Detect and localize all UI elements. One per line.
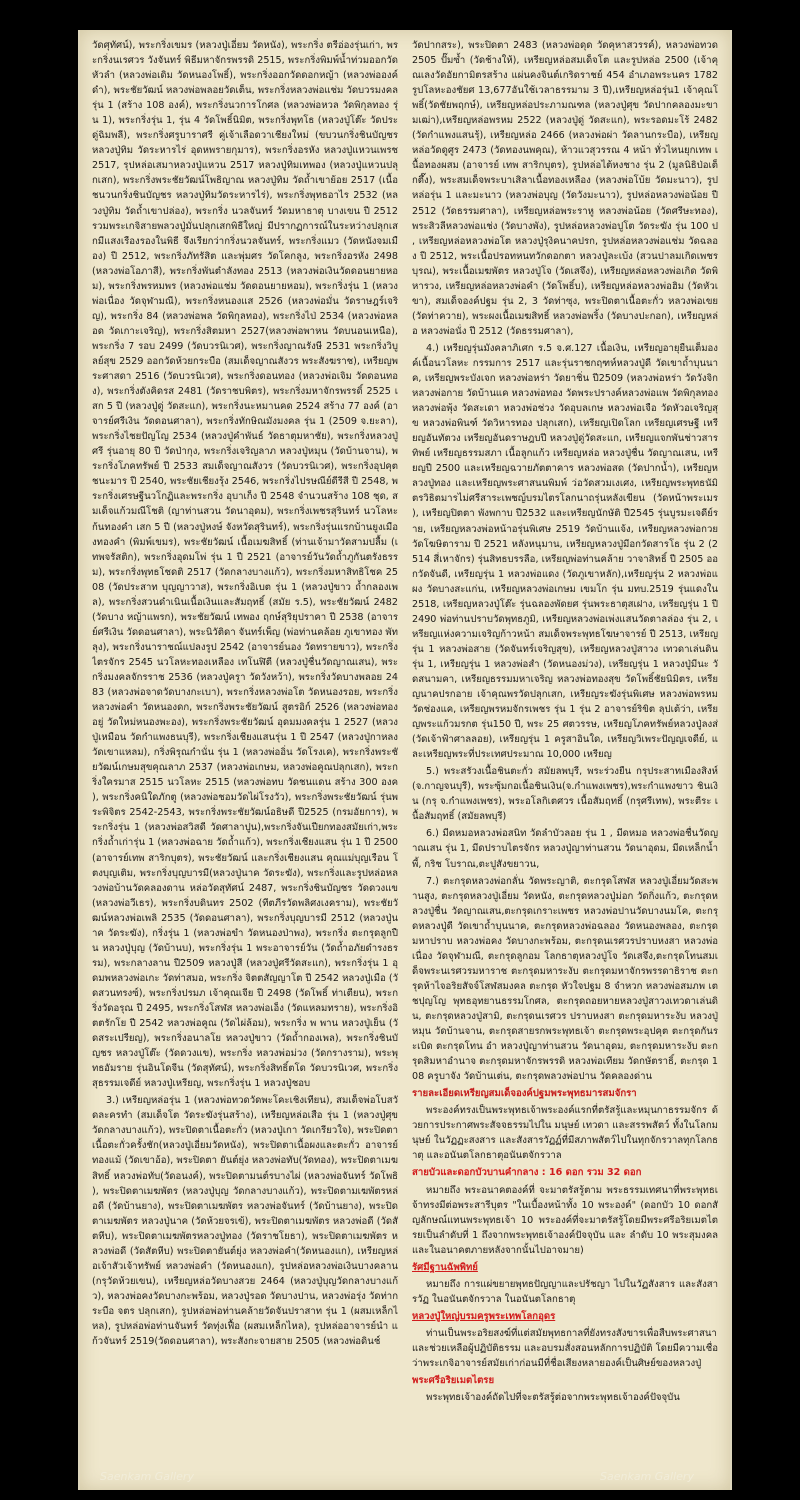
right-paragraph-1: วัดปากสระ), พระปิดตา 2483 (หลวงพ่อดุด วัดคุหาสวรรค์), หลวงพ่อทวด 2505 ปั๊มซ้ำ (วัดช้างให้), เหรียญหล่อสมเด็จโต และรูปหล่อ 2500 (เจ้าคุณเลงวัดอัยกามิตรสร้าง แผ่นคงจินต์เกริดราชย์ 454 อำเภอพระนคร 1782 รูปโลหะองชัยศ 13,677อันใช้เวลาธรรมาม 3 ปี),เหรียญหล่อรุ่น1 เจ้าคุณโพธิ์(วัดชัยพฤกษ์), เหรียญหล่อประภามณฑล (หลวงปู่ศุข วัดปากคลองมะขามเฒ่า),เหรียญหล่อพรหม 2522 (หลวงปู่ดู่ วัดสะแก), พระรอดมะโร้ 2482 (วัดกำแพงแสนรุ้), เหรียญหล่อ 2466 (หลวงพ่อผ่า วัดลานกระบือ), เหรียญหล่อวัดดูศูร 2473 (วัดทองนพคุณ), ห้าวแวสุวรรณ 4 หน้า ทั่วไหนยุกเทพ เนื้อทองผสม (อาจารย์ เทพ สาริกบุตร), รูปหล่อไต้หงชาง รุ่น 2 (มูลนิธิป่อเต็กตึ๊ง), พระสมเด็จพระบาเสิลาเนื้อทองเหลือง (หลวงพ่อโบ้ย วัดมะนาว), รูปหล่อรุ่น 1 และมะนาว (หลวงพ่อบุญ (วัดวังมะนาว), รูปหล่อหลวงพ่อน้อย ปี 2512 (วัดธรรมศาลา), เหรียญหล่อพระราหู หลวงพ่อน้อย (วัดศรีษะทอง), พระสิวลีหลวงพ่อแช่ง (วัดบางพัง), รูปหล่อหลวงพ่อปูโต วัดระฆัง รุ่น 100 ปี, เหรียญหล่อหลวงพ่อโต หลวงปู่รุงิคนาคปรก, รูปหล่อหลวงพ่อแช่ม วัดฉลอง ปี 2512, พระเนื้อปรอทหนทวักดอกตา หลวงปู่ละเบ้ง (สวนปาลมเกิดเพชรบุรณ), พระเนื้อเมฆพัตร หลวงปู่โจ (วัดเสจึง), เหรียญหล่อหลวงพ่อเกิด วัดพิหารวง, เหรียญหล่อหลวงพ่อคำ (วัดโพธิ์บ), เหรียญหล่อหลวงพ่อฮิม (วัดหัวเขา), สมเด็จองค์ปฐม รุ่น 2, 3 วัดท่าซุง, พระปิดตาเนื้อตะกั่ว หลวงพ่อเขย (วัดท่าควาย), พระผงเนื้อเมฆสิทธิ์ หลวงพ่อพริ้ง (วัดบางปะกอก), เหรียญหล่อ หลวงพ่อนั่ง ปี 2512 (วัดธรรมศาลา),	[412, 40, 718, 337]
reliquary-heading: รายละเอียดเหรียญสมเด็จองค์ปฐมพระพุทธมารสมจักรา	[412, 1088, 637, 1100]
maitreya-label: พระศรีอริยเมตไตรย	[412, 1375, 495, 1387]
sun-text: หมายถึง การแผ่ขยายพุทธปัญญาและปรัชญา ไปในวัฏสังสาร และสังสารวัฏ ในอนันตจักรวาล ในอนันตโลกธาตุ	[412, 1278, 718, 1305]
left-paragraph-1: วัดศุทัศน์), พระกริ่งเขมร (หลวงปู่เอี่ยม วัดหนัง), พระกริ่ง ตรีอ่องรุ่นเก่า, พระกริ่งนเรศวร วังจันทร์ พิธีมหาจักรพรรดิ 2515, พระกริ่งพิมพ์น้ำท่วมออกวัดหัวลำ (หลวงพ่อเดิม วัดหนองโพธิ์), พระกริ่งออกวัดดอกหญ้า (หลวงพ่อองค์ดำ), พระชัยวัฒน์ หลวงพ่อพลอยวัดเต็น, พระกริ่งหลวงพ่อแช่ม วัดบวรมงคล รุ่น 1 (สร้าง 108 องค์), พระกริ่งนวการโกศล (หลวงพ่อหวล วัดพิกุลทอง รุ่น 1), พระกริ่งรุ่น 1, รุ่น 4 วัดโพธิ์นิมิต, พระกริ่งพุทโธ (หลวงปู่โต๊ะ วัดประดู่ฉิมพลี), พระกริ่งศรูบาราศรี คู่เจ้าเลือดวาเชียงใหม่ (ขบวนกริ่งชินบัญชร หลวงปู่ทิม วัดระหารไร่ อุดหพรายกุมาร), พระกริ่งอรหัง หลวงปู่แหวนเพรช 2517, รุปหล่อเสมาหลวงปู่แหวน 2517 หลวงปู่ทิมเทพอง (หลวงปู่แหวนปลุกเสก), พระกริ่งพระชัยวัฒน์โพธิญาณ หลวงปู่ทิม วัดถ้ำเขาย้อย 2517 (เนื้อชนวนกริ่งชินบัญชร หลวงปู่ทิมวัดระหารไร่), พระกริ่งพุทธอาไร 2532 (หลวงปู่ทิม วัดถ้ำเขาปล่อง), พระกริ่ง นวลจันทร์ วัดมหาธาตุ บางเขน ปี 2512 รวมพระเกจิสายพลวงปู่มั่นปลุกเสกพิธีใหญ่ มีปรากฏการณ์ในระหว่างปลุกเสกมีแสงเรืองรองในพิธี จึงเรียกว่ากริ่งนวลจันทร์, พระกริ่งแมว (วัดหนังจมเมือง) ปี 2512, พระกริ่งภัทรัสิต และพุ่มศร วัดโคกลูง, พระกริ่งอรหัง 2498 (หลวงพ่อโอภาสี), พระกริ่งพันตำลังทอง 2513 (หลวงพ่อเงินวัดดอนยายหอม), พระกริ่งพรหมพร (หลวงพ่อแช่ม วัดดอนยายหอม), พระกริ่งรุ่น 1 (หลวงพ่อเนื่อง วัดจุฬามณี), พระกริ่งหนองแส 2526 (หลวงพ่อมั่น วัดราษฎร์เจริญ), พระกริ่ง 84 (หลวงพ่อพล วัดพิกุลทอง), พระกริ่งไป่ 2534 (หลวงพ่อหลอด วัดเกาะเจริญ), พระกริ่งสิตมหา 2527(หลวงพ่อพาหน วัดบนอนเหนือ), พระกริ่ง 7 รอบ 2499 (วัดบวรนิเวศ), พระกริ่งญาณรังษี 2531 พระกริ่งวิบูลย์สุข 2529 ออกวัดห้วยกระบือ (สมเด็จญาณสังวร พระสังฆราช), เหรียญพระศาสดา 2516 (วัดบวรนิเวศ), พระกริ่งดอนทอง (หลวงพ่อเจิม วัดดอนทอง), พระกริ่งตังคิดรส 2481 (วัดราชบพิตร), พระกริ่งมหาจักรพรรดิ์ 2525 เสก 5 ปี (หลวงปู่ดู่ วัดสะแก), พระกริ่งนะหมานคด 2524 สร้าง 77 องค์ (อาจารย์ศรีเงิน วัดดอนศาลา), พระกริ่งทักษิณมังมงคล รุ่น 1 (2509 จ.ยะลา), พระกริ่งไชยปัญโญ 2534 (หลวงปู่คำพันธ์ วัดธาตุมหาชัย), พระกริ่งหลวงปู่ศรี รุ่นอายุ 80 ปี วัดป่ากุง, พระกริ่งเจริญลาภ หลวงปู่หมุน (วัดบ้านจาน), พระกริ่งโภคทรัพย์ ปี 2533 สมเด็จญาณสังวร (วัดบวรนิเวศ), พระกริ่งอุปคุตชนะมาร ปี 2540, พระชัยเชียงรุ้ง 2546, พระกริ่งไปรษณีย์ดีรีสี ปี 2548, พระกริ่งเศรษฐีนวโกฏิและพระกริ่ง อุบาเก็ง ปี 2548 จำนวนสร้าง 108 ชุด, สมเด็จแก้วมณีโชติ (ญาท่านสวน วัดนาอุดม), พระกริ่งเพชรสุรินทร์ นวโลหะก้นทองคำ เสก 5 ปี (หลวงปู่หงษ์ จังหวัดสุรินทร์), พระกริ่งรุ่นแรกบ้านยูงเมืองทองคำ (พิมพ์เขมร), พระชัยวัฒน์ เนื้อเมฆสิทธิ์ (ท่านเจ้ามาวัดสามปลื้ม (เทพจรัสติก), พระกริ่งอุดมโพ่ รุ่น 1 ปี 2521 (อาจารย์วันวัดถ้ำภูกันตรังธรรม), พระกริ่งพุทธโชดติ 2517 (วัดกลางบางแก้ว), พระกริ่งมหาสิทธิโชค 2508 (วัดประสาท บุญญาวาส), พระกริ่งอิเบต รุ่น 1 (หลวงปู่ขาว ถ้ำกลองเพล), พระกริ่งสวนดำเนินเนื้อเงินและสัมฤทธิ์ (สมัย ร.5), พระชัยวัฒน์ 2482 (วัดบาง หญ้าแพรก), พระชัยวัฒน์ เทพอง ฤกษ์สุริยุปราคา ปี 2538 (อาจารย์ศรีเงิน วัดดอนศาลา), พระนิวัติดา จันทร์เพ็ญ (พ่อท่านคล้อย ภูเขาทอง พัทลุง), พระกริ่งนาราชณ์แปลงรูป 2542 (อาจารย์นอง วัดทรายขาว), พระกริ่งไตรจักร 2545 นวโลหะทองเหลือง เทโนฬิตี (หลวงปู่ชื่นวัดญาณเสน), พระกริ่งมงคลจักรราช 2536 (หลวงปู่ครูา วัดวังหว้า), พระกริ่งวัดบางพลอย 2483 (หลวงพ่อจาดวัดบางกะเบา), พระกริ่งหลวงพ่อโต วัดหนองรอย, พระกริ่งหลวงพ่อคำ วัดหนองดก, พระกริ่งพระชัยวัฒน์ สูตรอิก์ 2526 (หลวงพ่อทองอยู่ วัดใหม่หนองพะอง), พระกริ่งพระชัยวัฒน์ อุดมมงคลรุ่น 1 2527 (หลวงปู่เหมือน วัดกำแพงธนบุรี), พระกริ่งเชียงแสนรุ่น 1 ปี 2547 (หลวงปู่กาหลง วัดเขาแหลม), กริ่งพิรุณกำนั่น รุ่น 1 (หลวงพ่ออิ่น วัดโรงเค), พระกริ่งพระชัยวัฒน์เกษมสุขคุณลาภ 2537 (หลวงพ่อเกษม, หลวงพ่อคูณปลุกเสก), พระกริ่งใครมาส 2515 นวโลหะ 2515 (หลวงพ่อทบ วัดชนแดน สร้าง 300 องค์), พระกริ่งคนิใดภักตู (หลวงพ่อชอมวัดไผ่โรงวัว), พระกริ่งพระชัยวัฒน์ รุ่นพระพิจิตร 2542-2543, พระกริ่งพระชัยวัฒน์อธิษดี ปี2525 (กรมอัยการ), พระกริ่งรุ่น 1 (หลวงพ่อสวิสดี วัดศาลาปูน),พระกริ่งจันเปียกทองสมัยเก่า,พระกริ่งถ้ำเก่ารุ่น 1 (หลวงพ่อฉาย วัดถ้ำแก้ว), พระกริ่งเชียงแสน รุ่น 1 ปี 2500 (อาจารย์เทพ สาริกบุตร), พระชัยวัฒน์ และกริ่งเชียงแสน คุณแม่บุญเรือน โตงบุญเติม, พระกริ่งบุญบารมี(หลวงปู่นาค วัดระฆัง), พระกริ่งและรูปหล่อหลวงพ่อบ้านวัดคลองดาน หล่อวัดสุทัศน์ 2487, พระกริ่งชินบัญชร วัดดวงแข (หลวงพ่อวีเธร), พระกริ่งบดินทร 2502 (ทีตภีรวัดพลิศงเงคราม), พระชัยวัฒน์หลวงพ่อเพลิ 2535 (วัดดอนศาลา), พระกริ่งบุญบารมี 2512 (หลวงปู่นาค วัดระฆัง), กริ่งรุ่น 1 (หลวงพ่อขำ วัดหนองป่าพง), พระกริ่ง ตะกรุดลูกปืน หลวงปู่บุญ (วัดบ้านบ), พระกริ่งรุ่น 1 พระอาจารย์วัน (วัดถ้ำอภัยดำรงธรรม), พระกลางลาน ปี2509 หลวงปู่สี (หลวงปู่ศรีวัดสะแก), พระกริ่งรุ่น 1 อุดมพหลวงพ่อเกะ วัดท่าสมอ, พระกริ่ง จิตตสัญญาโต ปี 2542 หลวงปู่เมือ (วัดสวนทรงซ์), พระกริ่งปรมภ เจ้าคุณเจีย ปี 2498 (วัดโพธิ์ ท่าเตียน), พระกริ่งวัดอรุณ ปี 2495, พระกริ่งโสฬส หลวงพ่อเอ็ง (วัดแหลมทราย), พระกริ่งอิตตรักโย ปี 2542 หลวงพ่อคูณ (วัดไผ่ล้อม), พระกริ่ง พ พาน หลวงปู่เย็น (วัดสระเปรียญ), พระกริ่งอนาลโย หลวงปู่ขาว (วัดถ้ำกองเพล), พระกริ่งชินบัญชร หลวงปู่โต๊ะ (วัดดวงแข), พระกริ่ง หลวงพ่อม่วง (วัดกรางราม), พระพุทธอัมราย รุ่นอินโดจีน (วัดสุทัศน์), พระกริ่งสิทธิ์ตโด วัดบวรนิเวศ, พระกริ่งสุธรรมเจดีย์ หลวงปู่เหรียญ, พระกริ่งรุ่น 1 หลวงปู่ชอบ	[92, 40, 398, 1090]
right-paragraph-2: 4.) เหรียญรุ่นมังคลาภิเศก ร.5 จ.ศ.127 เนื้อเงิน, เหรียญอายุยืนเต็มองค์เนื้อนวโลหะ กรรมการ 2517 และรุ่นราชกฤฑห์หลวงปู่ดี วัดเขาถ้ำบุนนาค, เหรียญพระบังเจก หลวงพ่อหร่า วัดยาชิ่น ปี2509 (หลวงพ่อหร่า วัดวังจิกหลวงพ่อกาย วัดบ้านแค หลวงพ่อทอง วัดพระปรางค์หลวงพ่อแพ วัดพิกุลทอง หลวงพ่อพุ้ง วัดสะเดา หลวงพ่อช่วง วัดอุบลเกษ หลวงพ่อเจือ วัดหัวอเจริญสุข หลวงพ่อพินฑ์ วัดวิหารทอง ปลุกเสก), เหรียญเปิดโลก เหรียญเศรษฐี เหรียญอันทัตวง เหรียญอันดราษฎบปี หลวงปู่ดู่วัดสะแก, เหรียญแจกพันช่าวสารทิพย์ เหรียญธรรมสภา เนื้อลูกแก้ว เหรียญหล่อ หลวงปู่ชื่น วัดญาณเสน, เหรียญปี 2500 และเหรียญฉวายภัตตาคาร หลวงพ่อสด (วัดปากน้ำ), เหรียญหลวงปู่ทอง และเหรียญพระศาสนนพิมพ์ ว่อวัดสวมเงเศง, เหรียญพระพุทธนัมิตรวิธิตมารไม่ศรีสาระเพชญ์บรมไตรโลกนาถรุ่นหลังเขียน (วัดหน้าพระเมรุ), เหรียญปิตตา พังพกาบ ปี2532 และเหรียญนักษัติ ปี2545 รุ่นบูรมะเจดีย์ราย, เหรียญหลวงพ่อหน้าอรุ่นพิเศษ 2519 วัดบ้านแจ้ง, เหรียญหลวงพ่อกวย วัดโฆษิตาราม ปี 2521 หลังหนุมาน, เหรียญหลวงปู่มีอกวัดสารโธ รุ่น 2 (2514 สี่เหาจักร) รุ่นสิทธบรรลือ, เหรียญพ่อท่านคล้าย วาจาสิทธิ์ ปี 2505 ออกวัดจันดี, เหรียญรุ่น 1 หลวงพ่อแดง (วัดภูเขาหลัก),เหรียญรุ่น 2 หลวงพ่อแผง วัดบางสะแก่น, เหรียญหลวงพ่อเกษม เขมโก รุ่น มทบ.2519 รุ่นแดงใน 2518, เหรียญหลวงปู่โต๊ะ รุ่นฉลองพัดยศ รุ่นพระธาตุสเฝาง, เหรียญรุ่น 1 ปี 2490 พ่อท่านปราบวัดพุทธภูมิ, เหรียญหลวงพ่อเพ่งแสนวัดตาลล่อง รุ่น 2, เหรียญแห่งความเจริญก้าวหน้า สมเด็จพระพุทธโฆษาจารย์ ปี 2513, เหรียญรุ่น 1 หลวงพ่อสาย (วัดจันทร์เจริญสุข), เหรียญหลวงปู่สาวง เทวดาเล่นดิน รุ่น 1, เหรียญรุ่น 1 หลวงพ่อสำ (วัดหนองม่วง), เหรียญรุ่น 1 หลวงปู่มีนะ วัดสนามคา, เหรียญธรรมมหาเจริญ หลวงพ่อทองสุข วัดโพธิ์ชัยนิมิตร, เหรียญนาคปรกอาย เจ้าคุณพรวัดปลุกเสก, เหรียญระฆังรุ่นพิเศษ หลวงพ่อพรหม วัดช่องแค, เหรียญพรหมจักรเพชร รุ่น 1 รุ่น 2 อาจารย์ริขิต ลุปเต้ว่า, เหรียญพระแก้วมรกต รุ่น150 ปี, พระ 25 ศตวรรษ, เหรียญโภคทรัพย์หลวงปู่ลงส่ (วัดเจ้าฟ้าศาลลอย), เหรียญรุ่น 1 ครูสาอินใด, เหรียญวิเพระปัญญเจดีย์, และเหรียญพระที่ประเทศประมาณ 10,000 เหรียญ	[412, 342, 718, 761]
right-paragraph-4: 6.) มีดหมอหลวงพ่อสนิท วัดลำบัวลอย รุ่น 1 , มีดหมอ หลวงพ่อชื่นวัดญาณเสน รุ่น 1, มีดปราบไตรจักร หลวงปู่ญาท่านสวน วัดนาอุดม, มีดเหล็กน้ำพี้, กริช โบราณ,ตะปูสังขยาวน,	[412, 828, 718, 870]
right-paragraph-3: 5.) พระสรัวงเนื้อชินตะกั่ว สมัยลพบุรี, พระร่วงยืน กรุประสาทเมืองสิงห์ (จ.กาญจนบุรี), พระซุ้มกอเนื้อชินเงิน(จ.กำแพงเพชร),พระกำแพงขาว ชินเงิน (กรุ จ.กำแพงเพชร), พระอโลกิเตศวร เนื้อสัมฤทธิ์ (กรุศรีเทพ), พระตีระ เนื้อสัมฤทธิ์ (สมัยลพบุรี)	[412, 766, 718, 823]
watermark-left: Saenkam Gallery	[100, 1470, 194, 1483]
watermark-right: Saenkam Gallery	[600, 1470, 694, 1483]
temple-label: หลวงปู่ใหญ่บรมครูพระเทพโลกอุดร	[412, 1310, 556, 1322]
lineage-label: สายบัวและดอกบัวบานคำกลาง : 16 ดอก รวม 32 ดอก	[412, 1167, 642, 1179]
left-column	[92, 38, 398, 1482]
left-paragraph-2: 3.) เหรียญหล่อรุ่น 1 (หลวงพ่อทวดวัดพะโคะเชิงเทียน), สมเด็จพ่อโบสวัดละครทำ (สมเด็จโต วัดระฆังรุ่นสร้าง), เหรียญหล่อเสือ รุ่น 1 (หลวงปู่ศุข วัดกลางบางแก้ว), พระปิดตาเนื้อตะกั่ว (หลวงปู่เกา วัดเกรียวใจ), พระปิดตาเนื้อตะกั่วครั้งชัก(หลวงปู่เอี่ยมวัดหนัง), พระปิดตาเนื้อผงและตะกั่ว อาจารย์ทองแม้ (วัดเขาอ้อ), พระปิดตา ยันต์ยุ่ง หลวงพ่อทับ(วัดทอง), พระปิดตาเมฆสิทธิ์ หลวงพ่อทับ(วัดอนงค์), พระปิดตามนต์รบางไผ่ (หลวงพ่อจันทร์ วัดโพธิ์), พระปิดตาเมฆพัตร (หลวงปู่บุญ วัดกลางบางแก้ว), พระปิดตามเฆพัตรหล่อดี (วัดบ้านยาง), พระปิดตาเมฆพัตร หลวงพ่อจันทร์ (วัดบ้านยาง), พระปิดตาเมฆพัตร หลวงปู่นาค (วัดห้วยจรเข้), พระปิดตาเมฆพัตร หลวงพ่อดี (วัดสัตหีบ), พระปิดตาเมฆพัตรหลวงปู่ทอง (วัดราชโยธา), พระปิดตาเมฆพัตร หลวงพ่อดี (วัดสัตหีบ) พระปิดตายันต์ยุ่ง หลวงพ่อคำ(วัดหนองแก), เหรียญหล่อเจ้าสัวเจ้าทรัพย์ หลวงพ่อคำ (วัดหนองแก), รูปหล่อหลวงพ่อเงินบางคลาน(กรุวัดห้วยเขน), เหรียญหล่อวัดบางสวย 2464 (หลวงปู่บุญวัดกลางบางแก้ว), หลวงพ่อคงวัดบางกะพร้อม, หลวงปู่รอด วัดบางปาน, หลวงพ่อรุ่ง วัดท่ากระบือ จตร ปลุกเสก), รูปหล่อพ่อท่านคล้ายวัดจันปราสาท รุ่น 1 (ผสมเหล็กไหล), รูปหล่อพ่อท่านจันทร์ วัดทุ่งเฟื้อ (ผสมเหล็กไหล), รูปหล่ออาจารย์นำ แก้วจันทร์ 2519(วัดดอนศาลา), พระสังกะจายสาย 2505 (หลวงพ่อดินช์	[92, 1095, 398, 1348]
sun-label: รัศมีฐานฉัพพิทย์	[412, 1261, 478, 1273]
newspaper-page	[78, 30, 732, 1490]
right-paragraph-5: 7.) ตะกรุดหลวงพ่อกลั่น วัดพระญาติ, ตะกรุดโสฬส หลวงปู่เอี่ยมวัดสะพานสูง, ตะกรุดหลวงปู่เอี่ยม วัดหนัง, ตะกรุดหลวงปู่ม่อก วัดกิ่งแก้ว, ตะกรุดหลวงปู่ชื่น วัดญาณเสน,ตะกรุดเกราะเพชร หลวงพ่อปานวัดบางนมโค, ตะกรุดหลวงปู่ดี วัดเขาถ้ำบุนนาค, ตะกรุดหลวงพ่อฉลอง วัดหนองพลอง, ตะกรุดมหาปราบ หลวงพ่อคง วัดบางกะพร้อม, ตะกรุดนเรศวรปราบหงสา หลวงพ่อเนื่อง วัดจุฬามณี, ตะกรุดลูกอม โลกธาตุหลวงปู่โจ วัดเสจึง,ตะกรุดโทนสมเด็จพระนเรศวรมหาราช ตะกรุดมหาระงับ ตะกรุดมหาจักรพรรดาธิราช ตะกรุดห้าไจอริยสัจจ์โสฬสมงคล ตะกรุด หัวใจปฐม 8 จำหวก หลวงพ่อสมภพ เตชปุญโญ พุทธอุทยานธรรมโกศล, ตะกรุดถอยหายหลวงปู่สาวงเทวดาเล่นดิน, ตะกรุดหลวงปู่สามิ, ตะกรุดนเรศวร ปราบหงสา ตะกรุดมหาระงับ หลวงปู่หมุน วัดบ้านจาน, ตะกรุดสายรกพระพุทธเจ้า ตะกรุดพระอุปคุต ตะกรุดกันระเบิด ตะกรุดโทน อำ หลวงปู่ญาท่านสวน วัดนาอุดม, ตะกรุดมหาระงับ ตะกรุดสิมหาอำนาจ ตะกรุดมหาจักรพรรดิ หลวงพ่อเทียม วัดกษัตราธิ์, ตะกรุด 108 ครูบาจัง วัดบ้านเต่น, ตะกรุดพลวงพ่อปาน วัดคลองด่าน	[412, 875, 718, 1083]
maitreya-text: พระพุทธเจ้าองค์ถัดไปที่จะตรัสรู้ต่อจากพระพุทธเจ้าองค์ปัจจุบัน	[426, 1392, 680, 1404]
right-column	[412, 38, 718, 1482]
reliquary-text: พระองค์ทรงเป็นพระพุทธเจ้าพระองค์แรกที่ตรัสรู้และหมุนกาธรรมจักร ด้วยการประกาศพระสัจจธรรมไปใน มนุษย์ เทวดา และสรรพสัตว์ ทั้งในโลกมนุษย์ ในวัฏฏะสงสาร และสังสารวัฏฏ์ที่มีสภาพสัตว์ไปในทุกจักรวาลทุกโลกธาตุ และอนันตโลกธาตุอนันตจักรวาล	[412, 1105, 718, 1162]
temple-text: ท่านเป็นพระอริยสงฆ์ที่แต่สมัยพุทธกาลที่ยังทรงสังขารเพื่อสืบพระศาสนา และช่วยเหลือผู้ปฏิบัติธรรม และอบรมสั่งสอนหลักการปฏิบัติ โดยมีความเชื่อว่าพระเกจิอาจารย์สมัยเก่าก่อนมีที่ชื่อเสียงหลายองค์เป็นศิษย์ของหลวงปู่	[412, 1327, 718, 1370]
lineage-text: หมายถึง พระอนาคตองค์ที่ จะมาตรัสรู้ตาม พระธรรมเทศนาที่พระพุทธเจ้าทรงมีต่อพระสารีบุตร "ในเบื้องหน้าทั้ง 10 พระองค์" (ดอกบัว 10 ดอกสัญลักษณ์แทนพระพุทธเจ้า 10 พระองค์ที่จะมาตรัสรู้โดยมีพระศรีอริยเมตไตรยเป็นลำดับที่ 1 ถึงจากพระพุทธเจ้าองค์ปัจจุบัน และ ลำดับ 10 พระสุมงคล และในอนาคตภายหลังจากนั้นไปอาจมาย)	[412, 1184, 718, 1256]
